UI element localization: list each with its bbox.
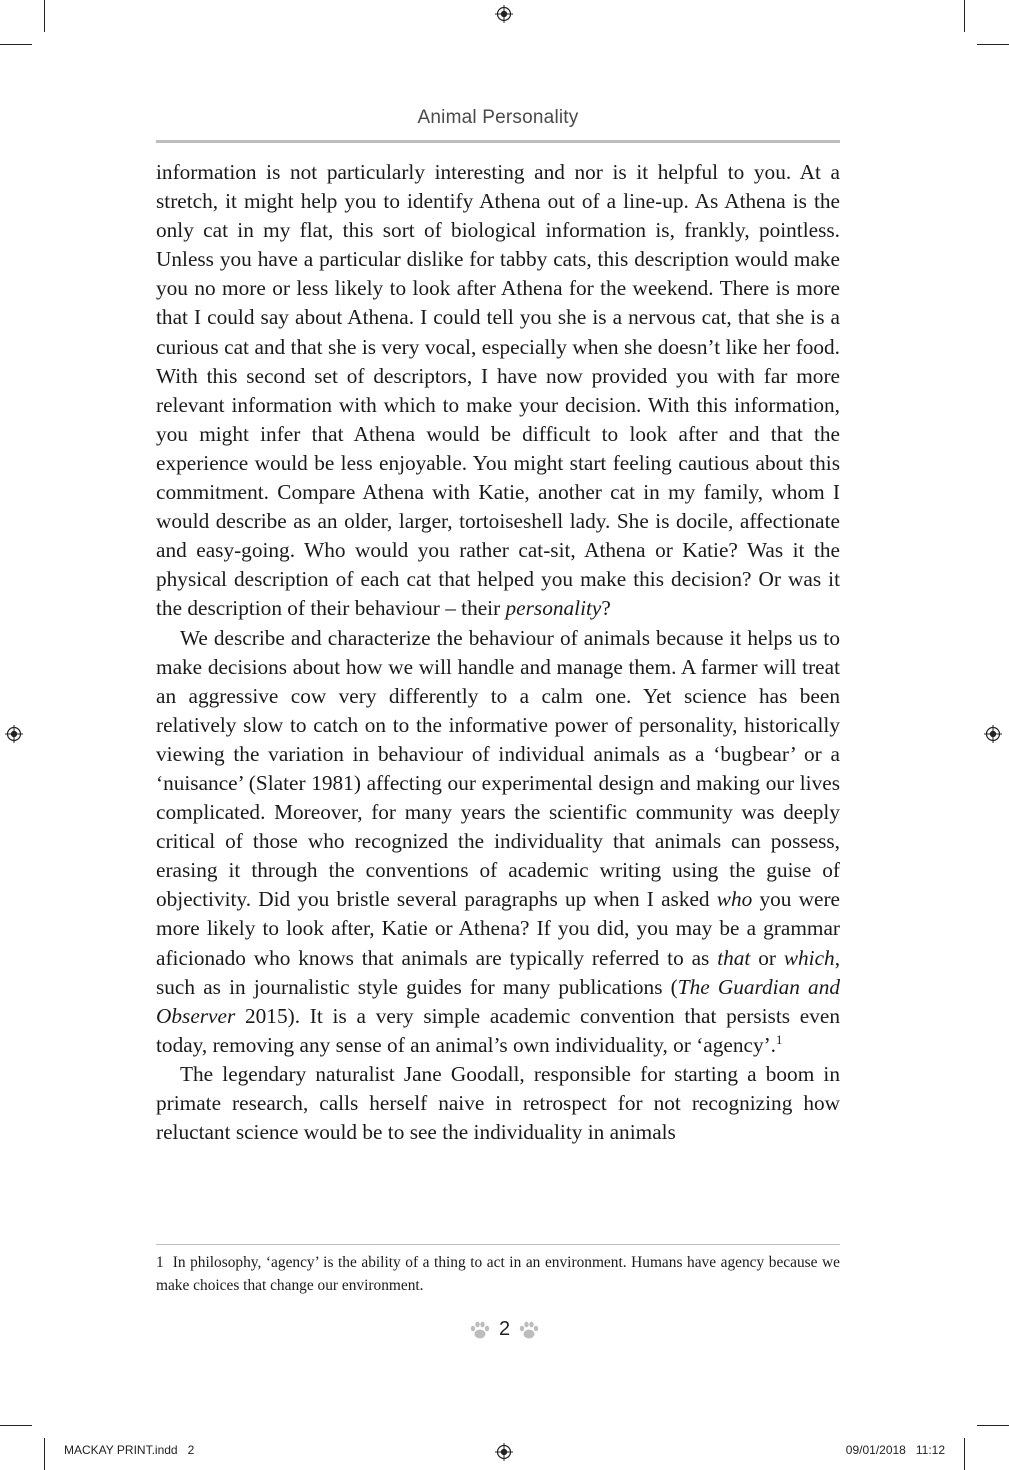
slug-date-time: 09/01/2018 11:12 [845,1443,945,1457]
crop-mark [0,44,32,45]
crop-mark [964,1438,965,1470]
footnote [156,1251,840,1297]
crop-mark [44,1438,45,1470]
italic-text: who [716,887,753,912]
page-number: 2 [498,1318,511,1340]
text-run: you were more likely to look after, Katie or Athena? If you did, you may be a grammar aficionado who knows that animals are typically referred to as [156,887,840,970]
crop-mark [44,0,45,32]
text-run: information is not particularly interesting and nor is it helpful to you. At a stretch, it might help you to identify Athena out of a line-up. As Athena is the only cat in my flat, this sort of biological information is, frankly, pointless. Unless you have a particular dislike for tabby cats, this description would make you no more or less likely to look after Athena for the weekend. There is more that I could say about Athena. I could tell you she is a nervous cat, that she is a curious cat and that she is very vocal, especially when she doesn’t like her food. With this second set of descriptors, I have now provided you with far more relevant information with which to make your decision. With this information, you might infer that Athena would be difficult to look after and that the experience would be less enjoyable. You might start feeling cautious about this commitment. Compare Athena with Katie, another cat in my family, whom I would describe as an older, larger, tortoiseshell lady. She is docile, affectionate and easy-going. Who would you rather cat-sit, Athena or Katie? Was it the physical description of each cat that helped you make this decision? Or was it the description of their behaviour – their [156,160,840,621]
registration-mark-icon [495,1443,513,1461]
crop-mark [977,1425,1009,1426]
italic-text: The Guardian and Observer [156,974,840,1028]
footnote-rule [156,1244,840,1245]
italic-text: that [717,945,751,970]
registration-mark-icon [5,725,23,743]
running-header: Animal Personality [417,107,579,128]
header-rule [156,140,840,143]
footnote-reference: 1 [776,1032,783,1047]
text-run: or [750,945,784,970]
paw-print-icon [518,1320,540,1340]
text-run: The legendary naturalist Jane Goodall, responsible for starting a boom in primate research, calls herself naive in retrospect for not recognizing how reluctant science would be to see the individuality in animals [156,1061,840,1145]
text-run: 2015). It is a very simple academic convention that persists even today, removing any sense of an animal’s own individuality, or ‘agency’. [156,1003,840,1057]
body-paragraph [156,624,840,1060]
folio [0,1318,1009,1341]
crop-mark [977,44,1009,45]
italic-text: which [783,945,835,970]
crop-mark [964,0,965,32]
text-run: , such as in journalistic style guides for many publications ( [156,945,841,999]
registration-mark-icon [495,5,513,23]
footnote-text: In philosophy, ‘agency’ is the ability of a thing to act in an environment. Humans have agency because we make choices that change our environment. [156,1254,840,1294]
body-paragraph [156,1060,840,1147]
text-run: We describe and characterize the behaviour of animals because it helps us to make decisions about how we will handle and manage them. A farmer will treat an aggressive cow very differently to a calm one. Yet science has been relatively slow to catch on to the informative power of personality, historically viewing the variation in behaviour of individual animals as a ‘bugbear’ or a ‘nuisance’ (Slater 1981) affecting our experimental design and making our lives complicated. Moreover, for many years the scientific community was deeply critical of those who recognized the individuality that animals can possess, erasing it through the conventions of academic writing using the guise of objectivity. Did you bristle several paragraphs up when I asked [156,625,840,912]
paw-print-icon [469,1320,491,1340]
crop-mark [0,1425,32,1426]
slug-file-name: MACKAY PRINT.indd 2 [64,1443,195,1457]
text-run: ? [601,596,611,621]
registration-mark-icon [984,725,1002,743]
italic-text: personality [505,596,602,621]
footnote-number: 1 [156,1254,164,1271]
body-text [156,158,840,1147]
body-paragraph [156,158,840,624]
